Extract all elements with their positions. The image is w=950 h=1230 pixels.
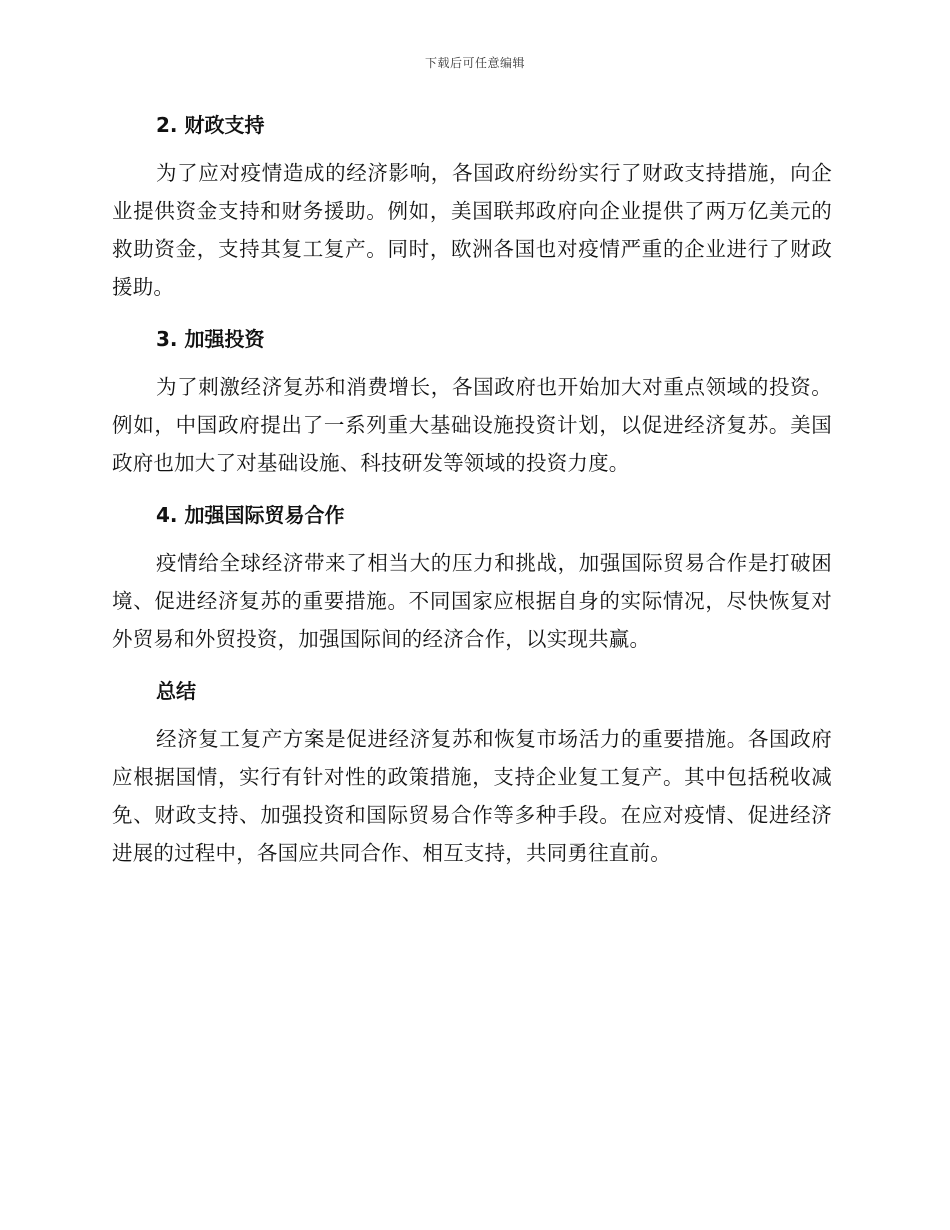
section-heading: 2. 财政支持 <box>156 113 265 137</box>
section-summary <box>112 676 832 872</box>
section-heading: 3. 加强投资 <box>156 327 265 351</box>
section-fiscal-support <box>112 110 832 306</box>
section-increase-investment <box>112 324 832 482</box>
section-heading: 总结 <box>156 679 196 703</box>
document-body <box>112 110 832 890</box>
section-paragraph: 为了应对疫情造成的经济影响，各国政府纷纷实行了财政支持措施，向企业提供资金支持和财务援助。例如，美国联邦政府向企业提供了两万亿美元的救助资金，支持其复工复产。同时，欧洲各国也对疫情严重的企业进行了财政援助。 <box>112 161 832 299</box>
section-heading: 4. 加强国际贸易合作 <box>156 503 345 527</box>
section-paragraph: 为了刺激经济复苏和消费增长，各国政府也开始加大对重点领域的投资。例如，中国政府提出了一系列重大基础设施投资计划，以促进经济复苏。美国政府也加大了对基础设施、科技研发等领域的投资力度。 <box>112 375 832 475</box>
page-header: 下载后可任意编辑 <box>424 56 525 70</box>
section-paragraph: 经济复工复产方案是促进经济复苏和恢复市场活力的重要措施。各国政府应根据国情，实行有针对性的政策措施，支持企业复工复产。其中包括税收减免、财政支持、加强投资和国际贸易合作等多种手段。在应对疫情、促进经济进展的过程中，各国应共同合作、相互支持，共同勇往直前。 <box>112 727 832 865</box>
section-paragraph: 疫情给全球经济带来了相当大的压力和挑战，加强国际贸易合作是打破困境、促进经济复苏的重要措施。不同国家应根据自身的实际情况，尽快恢复对外贸易和外贸投资，加强国际间的经济合作，以实现共赢。 <box>112 551 832 651</box>
section-trade-cooperation <box>112 500 832 658</box>
